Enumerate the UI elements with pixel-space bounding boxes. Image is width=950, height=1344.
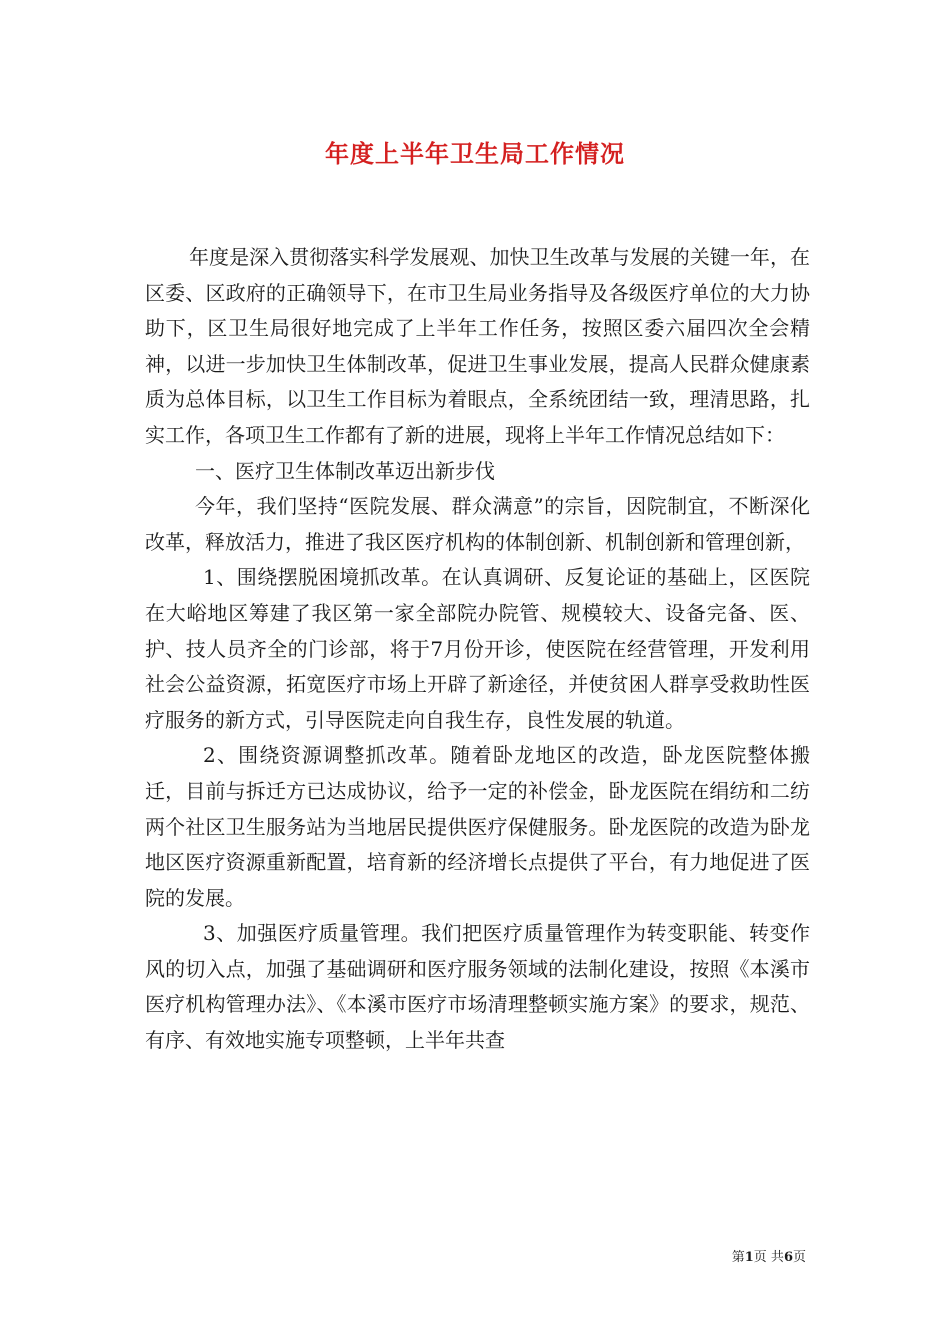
document-title: 年度上半年卫生局工作情况 xyxy=(325,139,625,168)
paragraph-item-1: 1、围绕摆脱困境抓改革。在认真调研、反复论证的基础上，区医院在大峪地区筹建了我区第一家全部院办院管、规模较大、设备完备、医、护、技人员齐全的门诊部，将于7月份开诊，使医院在经营管理，开发利用社会公益资源，拓宽医疗市场上开辟了新途径，并使贫困人群享受救助性医疗服务的新方式，引导医院走向自我生存，良性发展的轨道。 xyxy=(145,565,810,732)
footer-current-page: 1 xyxy=(744,1250,754,1265)
document-body xyxy=(145,240,810,1059)
section-heading: 一、医疗卫生体制改革迈出新步伐 xyxy=(195,458,495,483)
paragraph-reform: 今年，我们坚持“医院发展、群众满意”的宗旨，因院制宜，不断深化改革，释放活力，推进了我区医疗机构的体制创新、机制创新和管理创新， xyxy=(145,494,810,554)
page-footer xyxy=(0,1246,806,1265)
footer-prefix: 第 xyxy=(731,1250,745,1265)
footer-suffix: 页 xyxy=(792,1250,806,1265)
footer-total-pages: 6 xyxy=(783,1250,793,1265)
footer-middle: 页 共 xyxy=(753,1250,784,1265)
paragraph-item-3: 3、加强医疗质量管理。我们把医疗质量管理作为转变职能、转变作风的切入点，加强了基础调研和医疗服务领域的法制化建设，按照《本溪市医疗机构管理办法》、《本溪市医疗市场清理整顿实施方案》的要求，规范、有序、有效地实施专项整顿，上半年共查 xyxy=(145,921,810,1053)
paragraph-intro: 年度是深入贯彻落实科学发展观、加快卫生改革与发展的关键一年，在区委、区政府的正确领导下，在市卫生局业务指导及各级医疗单位的大力协助下，区卫生局很好地完成了上半年工作任务，按照区委六届四次全会精神，以进一步加快卫生体制改革，促进卫生事业发展，提高人民群众健康素质为总体目标，以卫生工作目标为着眼点，全系统团结一致，理清思路，扎实工作，各项卫生工作都有了新的进展，现将上半年工作情况总结如下： xyxy=(145,245,810,447)
paragraph-item-2: 2、围绕资源调整抓改革。随着卧龙地区的改造，卧龙医院整体搬迁，目前与拆迁方已达成协议，给予一定的补偿金，卧龙医院在绢纺和二纺两个社区卫生服务站为当地居民提供医疗保健服务。卧龙医院的改造为卧龙地区医疗资源重新配置，培育新的经济增长点提供了平台，有力地促进了医院的发展。 xyxy=(145,743,810,910)
